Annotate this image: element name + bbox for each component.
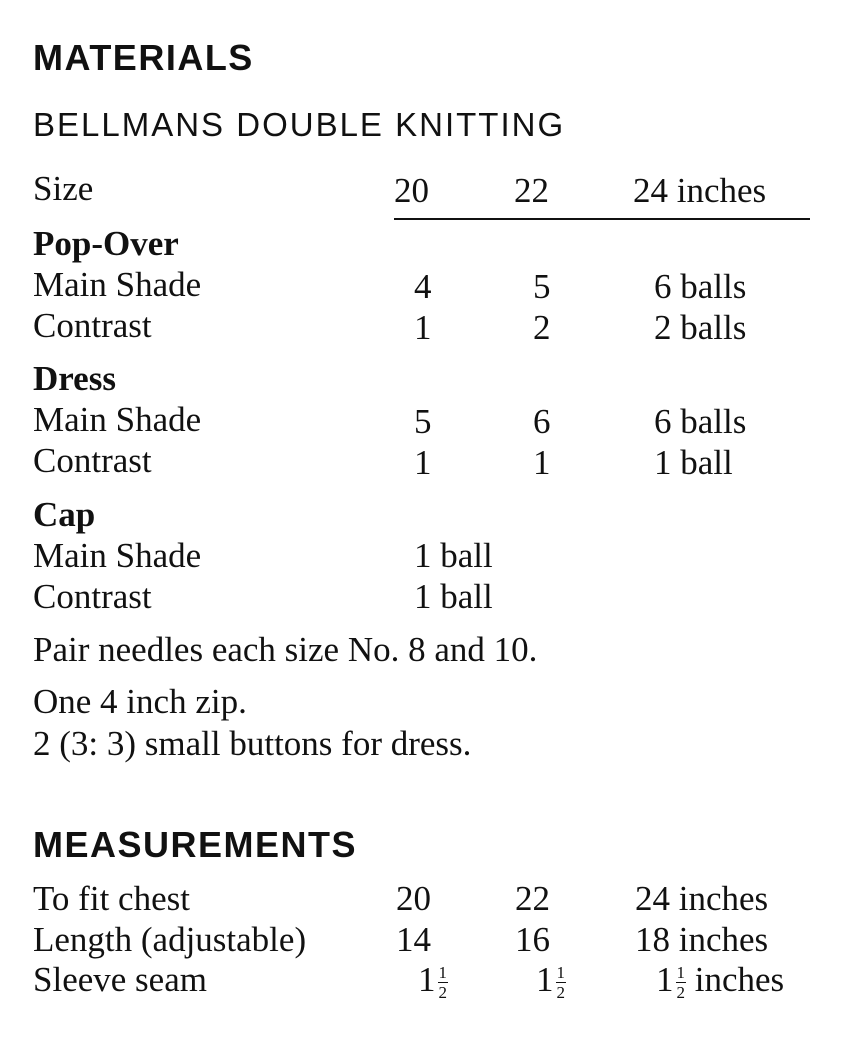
- length-24: 18 inches: [635, 920, 769, 959]
- sleeve-unit: inches: [694, 960, 785, 999]
- cap-contrast-value: 1 ball: [414, 577, 493, 616]
- size-22: 22: [514, 171, 549, 210]
- size-24: 24 inches: [633, 171, 767, 210]
- chest-24: 24 inches: [635, 879, 769, 918]
- dress-contrast-20: 1: [414, 443, 432, 482]
- dress-contrast-24: 1 ball: [654, 443, 733, 482]
- size-underline: [394, 218, 810, 220]
- dress-contrast-22: 1: [533, 443, 551, 482]
- popover-contrast-24: 2 balls: [654, 308, 747, 347]
- popover-contrast-22: 2: [533, 308, 551, 347]
- chest-22: 22: [515, 879, 550, 918]
- sleeve-24-fraction: $\frac{1}{2}$: [676, 963, 685, 1003]
- popover-contrast-label: Contrast: [33, 306, 152, 345]
- popover-contrast-20: 1: [414, 308, 432, 347]
- cap-contrast-label: Contrast: [33, 577, 152, 616]
- note-needles: Pair needles each size No. 8 and 10.: [33, 630, 538, 669]
- note-zip: One 4 inch zip.: [33, 682, 247, 721]
- cap-main-value: 1 ball: [414, 536, 493, 575]
- chest-label: To fit chest: [33, 879, 190, 918]
- group-title-dress: Dress: [33, 359, 116, 398]
- popover-main-label: Main Shade: [33, 265, 202, 304]
- note-buttons: 2 (3: 3) small buttons for dress.: [33, 724, 472, 763]
- dress-main-label: Main Shade: [33, 400, 202, 439]
- sleeve-20: [418, 962, 448, 1001]
- size-20: 20: [394, 171, 429, 210]
- length-label: Length (adjustable): [33, 920, 307, 959]
- popover-main-22: 5: [533, 267, 551, 306]
- sleeve-24-whole: 1: [656, 960, 674, 999]
- sleeve-24: [656, 962, 784, 1001]
- cap-main-label: Main Shade: [33, 536, 202, 575]
- sleeve-22-whole: 1: [536, 960, 554, 999]
- sleeve-20-fraction: $\frac{1}{2}$: [438, 963, 447, 1003]
- popover-main-24: 6 balls: [654, 267, 747, 306]
- length-22: 16: [515, 920, 550, 959]
- popover-main-20: 4: [414, 267, 432, 306]
- dress-main-22: 6: [533, 402, 551, 441]
- sleeve-22-fraction: $\frac{1}{2}$: [556, 963, 565, 1003]
- group-title-popover: Pop-Over: [33, 224, 179, 263]
- group-title-cap: Cap: [33, 495, 96, 534]
- sleeve-20-whole: 1: [418, 960, 436, 999]
- sleeve-22: [536, 962, 566, 1001]
- dress-main-20: 5: [414, 402, 432, 441]
- materials-heading: MATERIALS: [33, 37, 254, 78]
- dress-main-24: 6 balls: [654, 402, 747, 441]
- chest-20: 20: [396, 879, 431, 918]
- size-label: Size: [33, 169, 94, 208]
- sleeve-label: Sleeve seam: [33, 960, 207, 999]
- yarn-name: BELLMANS DOUBLE KNITTING: [33, 106, 566, 143]
- length-20: 14: [396, 920, 431, 959]
- dress-contrast-label: Contrast: [33, 441, 152, 480]
- measurements-heading: MEASUREMENTS: [33, 824, 358, 865]
